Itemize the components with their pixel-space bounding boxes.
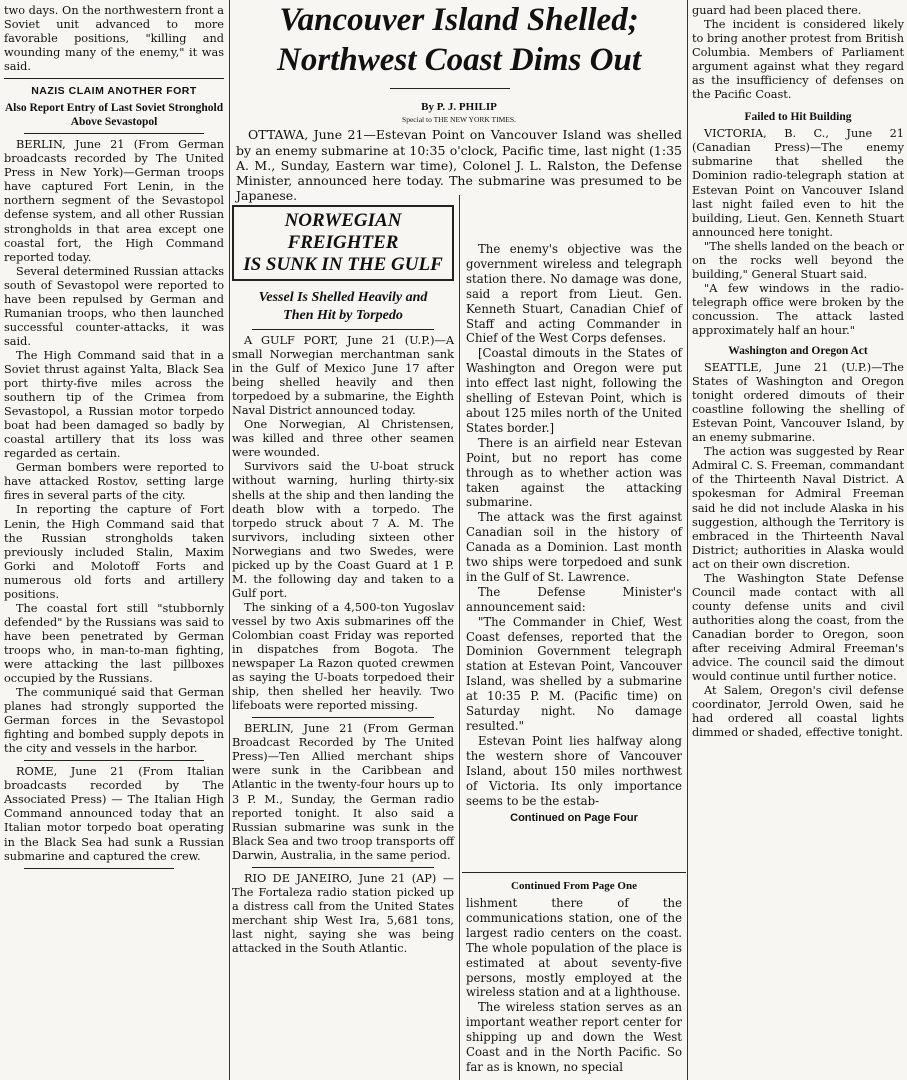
continued-from: Continued From Page One bbox=[511, 880, 637, 892]
section-head: NAZIS CLAIM ANOTHER FORT bbox=[31, 85, 197, 98]
paragraph: Survivors said the U-boat struck without warning, hurling thirty-six shells at the ship and then landing the death blow with a torpedo. The torpedo struck about 7 A. M. The survivors, including sixteen other Norwegians and two Swedes, were picked up by the Coast Guard at 1 P. M. the following day and taken to a Gulf port. bbox=[232, 460, 454, 600]
column-rule-3 bbox=[459, 195, 460, 1080]
paragraph: A GULF PORT, June 21 (U.P.)—A small Norwegian merchantman sank in the Gulf of Mexico June 17 after being shelled heavily and then torpedoed by a submarine, the Eighth Naval District announced today. bbox=[232, 334, 454, 418]
main-lead bbox=[236, 100, 682, 204]
freighter-story bbox=[232, 205, 454, 956]
section-subhead: Also Report Entry of Last Soviet Stronghold Above Sevastopol bbox=[4, 102, 224, 129]
subhead-washington-oregon: Washington and Oregon Act bbox=[728, 345, 868, 358]
subhead-failed-to-hit: Failed to Hit Building bbox=[744, 111, 852, 124]
paragraph: VICTORIA, B. C., June 21 (Canadian Press)—The enemy submarine that shelled the Dominion radio-telegraph station at Estevan Point on Vancouver Island last night failed even to hit the building, Lieut. Gen. Kenneth Stuart announced here tonight. bbox=[692, 127, 904, 239]
freighter-headline-box bbox=[232, 205, 454, 281]
paragraph: BERLIN, June 21 (From German broadcasts recorded by The United Press in New York)—German troops have captured Fort Lenin, in the northern segment of the Sevastopol defense system, and all other Russian strongholds in that area except one coastal fort, the High Command reported today. bbox=[4, 138, 224, 264]
paragraph: The incident is considered likely to bring another protest from British Columbia. Members of Parliament argument against what they regard as the insufficiency of defenses on the Pacific Coast. bbox=[692, 18, 904, 102]
col1-top-text: two days. On the northwestern front a Soviet unit advanced to more favorable positions, "killing and wounding many of the enemy," it was said. bbox=[4, 4, 224, 74]
paragraph: The enemy's objective was the government wireless and telegraph station there. No damage was done, said a report from Lieut. Gen. Kenneth Stuart, Canadian Chief of Staff and acting Commander in Chief of the West Corps defenses. bbox=[466, 242, 682, 346]
paragraph: German bombers were reported to have attacked Rostov, setting large fires in several parts of the city. bbox=[4, 461, 224, 503]
headline-rule bbox=[390, 88, 510, 89]
paragraph: The wireless station serves as an important weather report center for shipping up and down the West Coast and in the North Pacific. So far as is known, no special bbox=[466, 1000, 682, 1074]
freighter-headline-2: IS SUNK IN THE GULF bbox=[243, 254, 443, 275]
jump-rule bbox=[462, 872, 686, 873]
divider bbox=[252, 867, 434, 868]
divider bbox=[24, 133, 204, 134]
paragraph: The Washington State Defense Council made contact with all county defense units and civil authorities along the coast, from the Canadian border to Oregon, soon after receiving Admiral Freeman's advice. The council said the dimout would continue until further notice. bbox=[692, 571, 904, 684]
main-continued bbox=[466, 876, 682, 1075]
paragraph: RIO DE JANEIRO, June 21 (AP) —The Fortaleza radio station picked up a distress call from the United States merchant ship West Ira, 5,681 tons, last night, saying she was being attacked in the South Atlantic. bbox=[232, 871, 454, 955]
main-headline bbox=[232, 0, 686, 80]
paragraph: The attack was the first against Canadian soil in the history of Canada as a Dominion. Last month two ships were torpedoed and sunk in the Gulf of St. Lawrence. bbox=[466, 510, 682, 584]
headline-line-1: Vancouver Island Shelled; bbox=[279, 2, 639, 38]
divider bbox=[252, 329, 434, 330]
divider bbox=[252, 717, 434, 718]
paragraph: BERLIN, June 21 (From German Broadcast Recorded by The United Press)—Ten Allied merchant ships were sunk in the Caribbean and Atlantic in the twenty-four hours up to 3 P. M., Sunday, the German radio reported tonight. It also said a Russian submarine was sunk in the Black Sea and two troop transports off Darwin, Australia, in the same period. bbox=[232, 722, 454, 862]
paragraph: The communiqué said that German planes had strongly supported the German forces in the Sevastopol fighting and bombed supply depots in the city and vessels in the harbor. bbox=[4, 686, 224, 756]
paragraph: The action was suggested by Rear Admiral C. S. Freeman, commandant of the Thirteenth Naval District. A spokesman for Admiral Freeman said he did not include Alaska in his suggestion, although the Territory is embraced in the Thirteenth Naval District; authorities in Alaska would act on their own discretion. bbox=[692, 445, 904, 571]
headline-line-2: Northwest Coast Dims Out bbox=[277, 42, 641, 78]
paragraph: Several determined Russian attacks south of Sevastopol were reported to have been repulsed by German and Rumanian troops, who then launched successful counter-attacks, it was said. bbox=[4, 264, 224, 348]
column-1 bbox=[4, 4, 224, 873]
byline: By P. J. PHILIP bbox=[421, 101, 497, 113]
lead-paragraph: OTTAWA, June 21—Estevan Point on Vancouver Island was shelled by an enemy submarine at 10:35 o'clock, Pacific time, last night (1:35 A. M., Sunday, Eastern war time), Colonel J. L. Ralston, the Defense Minister, announced here today. The submarine was presumed to be Japanese. bbox=[236, 127, 682, 204]
paragraph: The sinking of a 4,500-ton Yugoslav vessel by two Axis submarines off the Colombian coast Friday was reported in dispatches from Bogota. The newspaper La Razon quoted crewmen as saying the U-boats torpedoed their ship, then shelled her heavily. Two lifeboats were reported missing. bbox=[232, 600, 454, 713]
paragraph: "A few windows in the radio-telegraph office were broken by the concussion. The attack lasted approximately half an hour." bbox=[692, 281, 904, 337]
paragraph: guard had been placed there. bbox=[692, 4, 862, 17]
freighter-headline-1: NORWEGIAN FREIGHTER bbox=[284, 210, 402, 253]
paragraph: "The Commander in Chief, West Coast defenses, reported that the Dominion Government telegraph station at Estevan Point, Vancouver Island, was shelled by a submarine at 10:35 P. M. (Pacific time) on Saturday night. No damage resulted." bbox=[466, 614, 682, 733]
paragraph: Estevan Point lies halfway along the western shore of Vancouver Island, about 150 miles northwest of Victoria. Its only importance seems to be the estab- bbox=[466, 733, 682, 808]
paragraph: The High Command said that in a Soviet thrust against Yalta, Black Sea port thirty-five miles across the southern tip of the Crimea from Sevastopol, a Russian motor torpedo boat had been damaged so badly by coastal artillery that its loss was regarded as certain. bbox=[4, 348, 224, 461]
byline-credit: Special to THE NEW YORK TIMES. bbox=[402, 115, 516, 125]
paragraph: One Norwegian, Al Christensen, was killed and three other seamen were wounded. bbox=[232, 418, 454, 460]
column-rule-1 bbox=[229, 0, 230, 1080]
paragraph: The coastal fort still "stubbornly defended" by the Russians was said to have been penetrated by German troops who, in man-to-man fighting, were attacking the last pillboxes occupied by the Russians. bbox=[4, 601, 224, 686]
continued-on: Continued on Page Four bbox=[510, 812, 638, 825]
rome-dispatch: ROME, June 21 (From Italian broadcasts recorded by The Associated Press) — The Italian High Command announced today that an Italian motor torpedo boat operating in the Black Sea had sunk a Russian submarine and captured the crew. bbox=[4, 765, 224, 863]
paragraph: lishment there of the communications station, one of the largest radio centers on the coast. The whole population of the place is estimated at about seventy-five persons, mostly employed at the wireless station and at a lighthouse. bbox=[466, 896, 682, 1000]
paragraph: "The shells landed on the beach or on the rocks well beyond the building," General Stuart said. bbox=[692, 239, 904, 281]
paragraph: At Salem, Oregon's civil defense coordinator, Jerrold Owen, said he had ordered all coastal lights dimmed or shaded, effective tonight. bbox=[692, 684, 904, 740]
divider bbox=[24, 868, 174, 869]
paragraph: There is an airfield near Estevan Point, but no report has come through as to whether action was taken against the attacking submarine. bbox=[466, 435, 682, 510]
paragraph: The Defense Minister's announcement said: bbox=[466, 584, 682, 614]
paragraph: [Coastal dimouts in the States of Washington and Oregon were put into effect last night, following the shelling of Estevan Point, which is about 125 miles north of the United States border.] bbox=[466, 346, 682, 435]
paragraph: In reporting the capture of Fort Lenin, the High Command said that the Russian strongholds taken previously included Stalin, Maxim Gorki and Molotoff Forts and numerous old forts and artillery positions. bbox=[4, 503, 224, 601]
freighter-deck: Vessel Is Shelled Heavily and Then Hit by Torpedo bbox=[258, 290, 428, 323]
column-rule-2 bbox=[687, 0, 688, 1080]
divider bbox=[4, 78, 224, 79]
paragraph: SEATTLE, June 21 (U.P.)—The States of Washington and Oregon tonight ordered dimouts of their coastline following the shelling of Estevan Point, Vancouver Island, by an enemy submarine. bbox=[692, 361, 904, 445]
column-4 bbox=[692, 4, 904, 740]
freighter-body bbox=[232, 334, 454, 956]
divider bbox=[24, 760, 204, 761]
main-body bbox=[466, 242, 682, 828]
